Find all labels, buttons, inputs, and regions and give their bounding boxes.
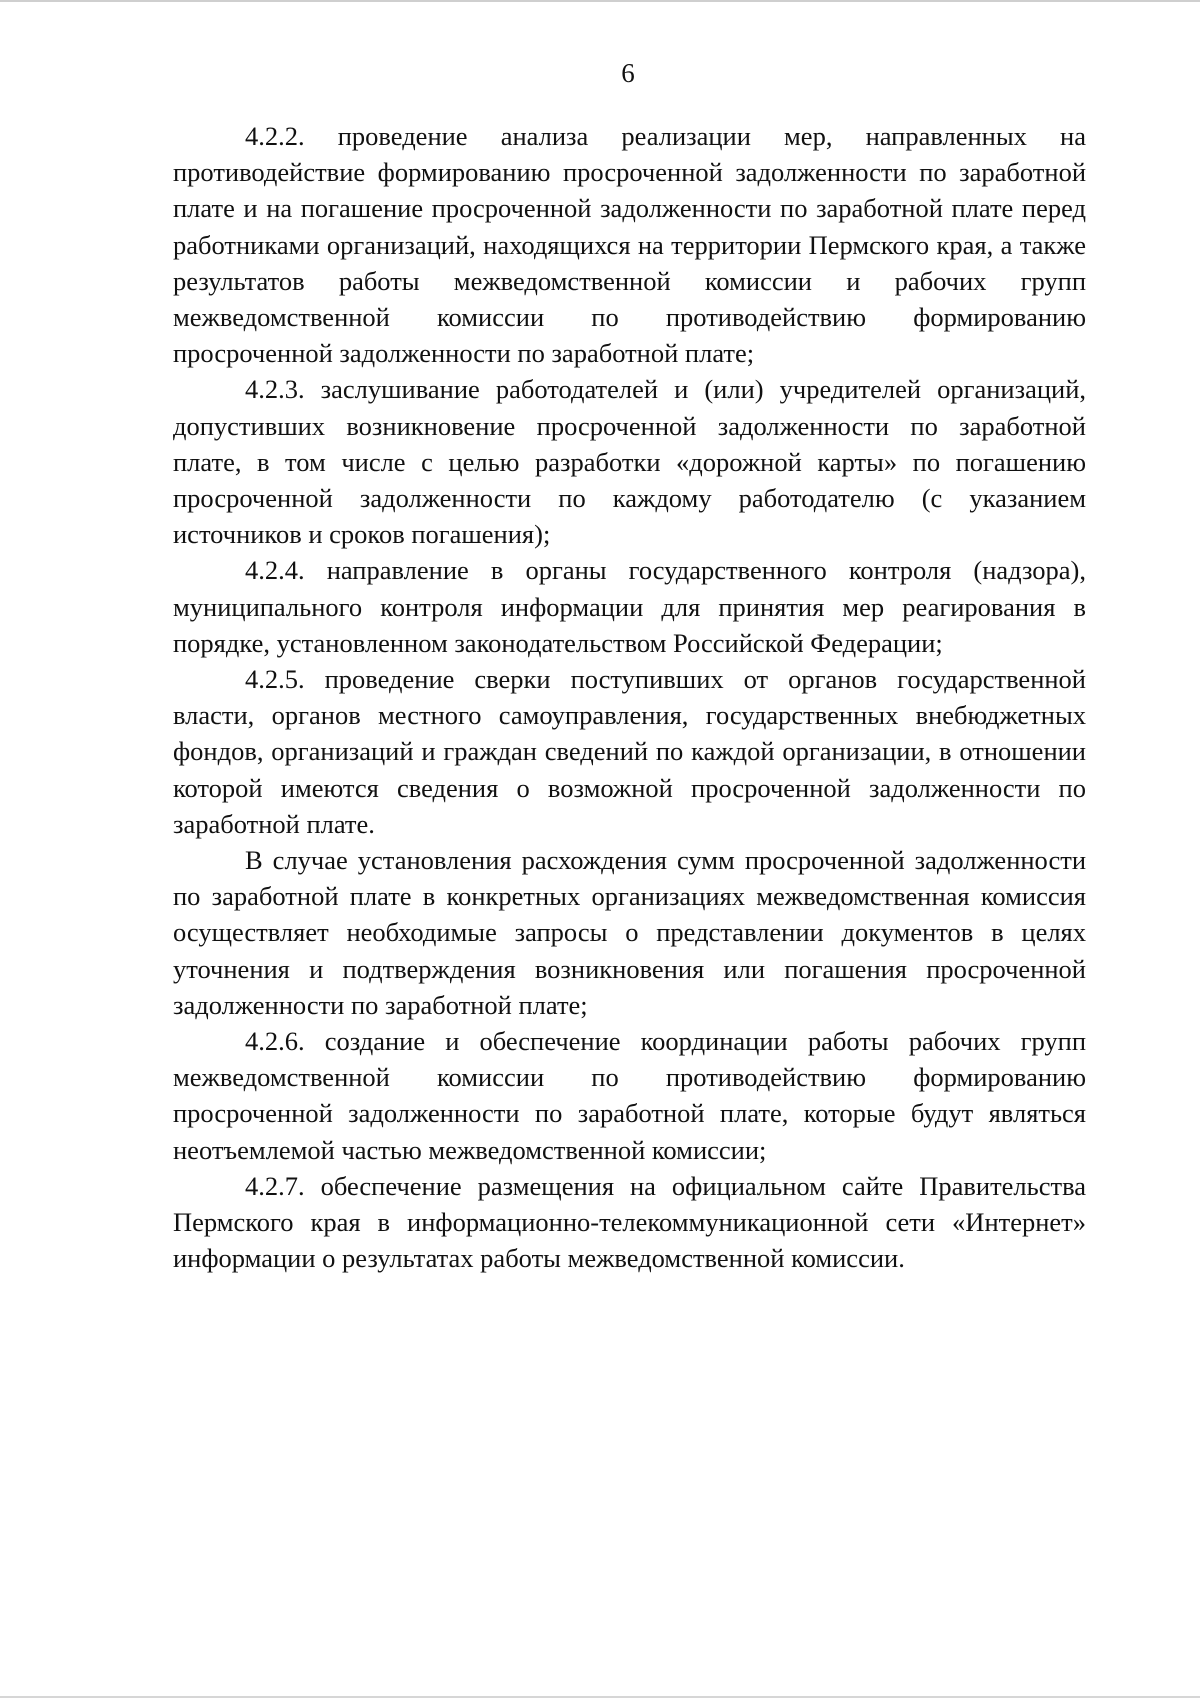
paragraph-4-2-5: 4.2.5. проведение сверки поступивших от органов государственной власти, органов местного самоуправления, государственных внебюджетных фондов, организаций и граждан сведений по каждой организации, в отношении которой имеются сведения о возможной просроченной задолженности по заработной плате. [173,664,1086,839]
scan-edge-top [0,0,1200,2]
paragraph-4-2-7: 4.2.7. обеспечение размещения на официальном сайте Правительства Пермского края в информационно-телекоммуникационной сети «Интернет» информации о результатах работы межведомственной комиссии. [173,1170,1086,1274]
paragraph-discrepancy: В случае установления расхождения сумм просроченной задолженности по заработной плате в конкретных организациях межведомственная комиссия осуществляет необходимые запросы о представлении документов в целях уточнения и подтверждения возникновения или погашения просроченной задолженности по заработной плате; [173,845,1086,1020]
paragraph-4-2-4: 4.2.4. направление в органы государственного контроля (надзора), муниципального контроля информации для принятия мер реагирования в порядке, установленном законодательством Российской Федерации; [173,555,1086,658]
paragraph-4-2-6: 4.2.6. создание и обеспечение координации работы рабочих групп межведомственной комиссии по противодействию формированию просроченной задолженности по заработной плате, которые будут являться неотъемлемой частью межведомственной комиссии; [173,1026,1086,1165]
paragraph-4-2-3: 4.2.3. заслушивание работодателей и (или) учредителей организаций, допустивших возникновение просроченной задолженности по заработной плате, в том числе с целью разработки «дорожной карты» по погашению просроченной задолженности по каждому работодателю (с указанием источников и сроков погашения); [173,374,1086,550]
document-body [173,118,1086,1277]
page-number: 6 [621,58,635,88]
paragraph-4-2-2: 4.2.2. проведение анализа реализации мер, направленных на противодействие формированию просроченной задолженности по заработной плате и на погашение просроченной задолженности по заработной плате перед работниками организаций, находящихся на территории Пермского края, а также результатов работы межведомственной комиссии и рабочих групп межведомственной комиссии по противодействию формированию просроченной задолженности по заработной плате; [173,121,1086,369]
